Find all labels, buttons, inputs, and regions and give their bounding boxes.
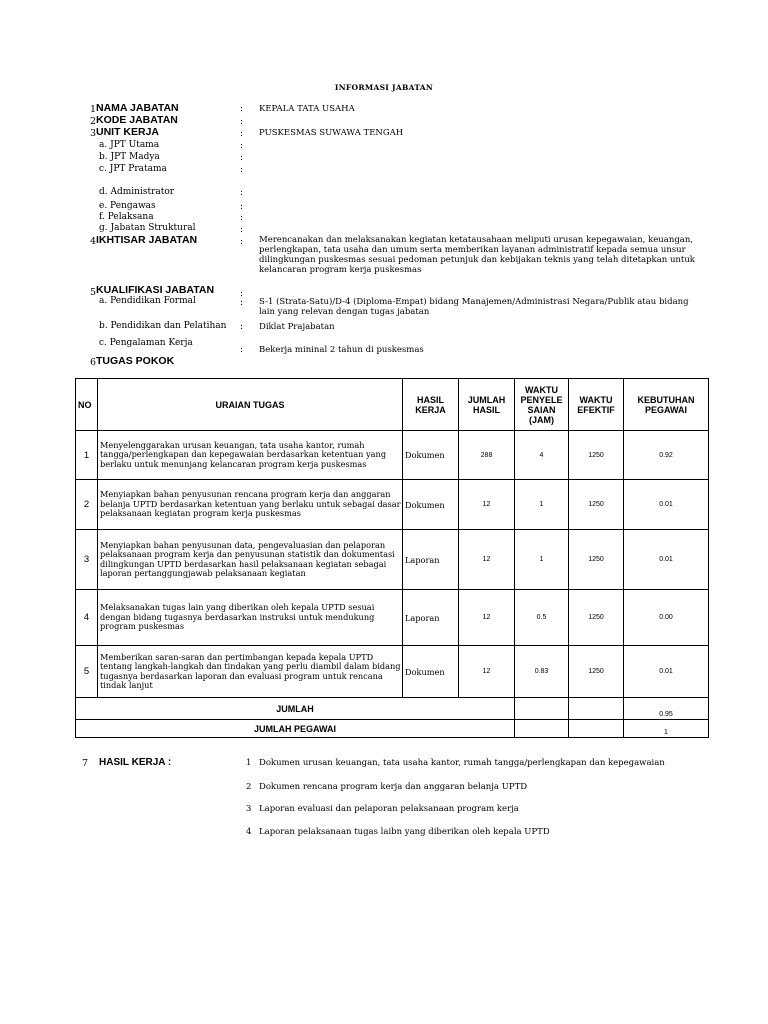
row-no: 4 [76,590,98,646]
colon: : [240,237,244,247]
pelatihan-label: b. Pendidikan dan Pelatihan [99,321,227,331]
col-header-uraian: URAIAN TUGAS [98,379,403,431]
item-number: 1 [90,104,97,115]
table-row [76,480,709,530]
colon: : [240,129,244,139]
hasil-kerja-number: 4 [246,827,252,837]
item-number: 3 [90,128,97,139]
hasil-kerja-number: 1 [246,758,252,768]
col-header-hasil: HASIL KERJA [403,379,459,431]
row-hasil: Laporan [403,530,459,590]
jumlah-pegawai-label: JUMLAH PEGAWAI [76,720,515,738]
table-row [76,646,709,698]
pendidikan-formal-value: S-1 (Strata-Satu)/D-4 (Diploma-Empat) bidang Manajemen/Administrasi Negara/Publik atau bidang lain yang relevan dengan tugas jabatan [259,297,689,317]
jumlah-label: JUMLAH [76,698,515,720]
row-jumlah: 12 [459,646,515,698]
row-efektif: 1250 [569,590,624,646]
sub-item-label: g. Jabatan Struktural [99,223,196,233]
colon: : [240,298,244,308]
colon: : [240,202,244,212]
colon: : [240,225,244,235]
row-kebutuhan: 0.00 [624,590,709,646]
row-hasil: Dokumen [403,480,459,530]
row-no: 5 [76,646,98,698]
row-uraian: Menyelenggarakan urusan keuangan, tata usaha kantor, rumah tangga/perlengkapan dan kepegawaian berdasarkan ketentuan yang berlaku untuk menunjang kelancaran program kerja puskesmas [98,431,403,480]
row-uraian: Melaksanakan tugas lain yang diberikan oleh kepala UPTD sesuai dengan bidang tugasnya berdasarkan instruksi untuk mendukung program puskesmas [98,590,403,646]
sub-item-label: e. Pengawas [99,201,156,211]
colon: : [240,117,244,127]
colon: : [240,104,244,114]
sub-item-label: d. Administrator [99,187,175,197]
row-waktu: 0.83 [515,646,569,698]
row-efektif: 1250 [569,480,624,530]
item-number: 2 [90,116,97,127]
hasil-kerja-item: Dokumen urusan keuangan, tata usaha kantor, rumah tangga/perlengkapan dan kepegawaian [259,758,665,768]
row-waktu: 4 [515,431,569,480]
colon: : [240,165,244,175]
item-number: 4 [90,236,97,247]
row-hasil: Dokumen [403,431,459,480]
row-jumlah: 12 [459,480,515,530]
row-hasil: Dokumen [403,646,459,698]
tugas-table [75,378,709,738]
nama-jabatan-value: KEPALA TATA USAHA [259,104,355,114]
table-row [76,530,709,590]
item-number: 7 [82,758,89,769]
hasil-kerja-number: 3 [246,804,252,814]
row-efektif: 1250 [569,431,624,480]
pendidikan-formal-label: a. Pendidikan Formal [99,296,196,306]
row-kebutuhan: 0.92 [624,431,709,480]
colon: : [240,153,244,163]
jumlah-value: 0.95 [624,698,709,720]
hasil-kerja-item: Dokumen rencana program kerja dan anggaran belanja UPTD [259,782,528,792]
pengalaman-label: c. Pengalaman Kerja [99,338,193,348]
row-no: 1 [76,431,98,480]
row-kebutuhan: 0.01 [624,480,709,530]
row-kebutuhan: 0.01 [624,646,709,698]
ikhtisar-jabatan-label: IKHTISAR JABATAN [96,234,198,246]
row-efektif: 1250 [569,646,624,698]
colon: : [240,213,244,223]
colon: : [240,322,244,332]
colon: : [240,188,244,198]
jumlah-pegawai-value: 1 [624,720,709,738]
col-header-no: NO [76,379,98,431]
colon: : [240,289,244,299]
table-row [76,431,709,480]
row-waktu: 1 [515,530,569,590]
ikhtisar-jabatan-value: Merencanakan dan melaksanakan kegiatan ketatausahaan meliputi urusan kepegawaian, keuangan, perlengkapan, tata usaha dan umum serta memberikan layanan administratif kepada semua unsur dilingkungan puskesmas sesuai pedoman petunjuk dan kebijakan teknis yang telah ditetapkan untuk kelancaran program kerja puskesmas [259,235,695,275]
row-no: 2 [76,480,98,530]
colon: : [240,345,244,355]
item-number: 5 [90,287,97,298]
unit-kerja-value: PUSKESMAS SUWAWA TENGAH [259,128,404,138]
row-kebutuhan: 0.01 [624,530,709,590]
sub-item-label: c. JPT Pratama [99,164,167,174]
hasil-kerja-item: Laporan evaluasi dan pelaporan pelaksanaan program kerja [259,804,519,814]
row-jumlah: 288 [459,431,515,480]
row-waktu: 0.5 [515,590,569,646]
kode-jabatan-label: KODE JABATAN [96,114,178,126]
colon: : [240,141,244,151]
hasil-kerja-label: HASIL KERJA : [99,757,172,768]
row-uraian: Menyiapkan bahan penyusunan rencana program kerja dan anggaran belanja UPTD berdasarkan ketentuan yang berlaku untuk sebagai dasar pelaksanaan kegiatan program kerja puskesmas [98,480,403,530]
item-number: 6 [90,357,97,368]
row-jumlah: 12 [459,530,515,590]
col-header-efektif: WAKTU EFEKTIF [569,379,624,431]
nama-jabatan-label: NAMA JABATAN [96,102,179,114]
row-jumlah: 12 [459,590,515,646]
jumlah-pegawai-row [76,720,709,738]
col-header-jumlah: JUMLAH HASIL [459,379,515,431]
hasil-kerja-number: 2 [246,782,252,792]
table-row [76,590,709,646]
kualifikasi-jabatan-label: KUALIFIKASI JABATAN [96,284,215,296]
row-no: 3 [76,530,98,590]
row-waktu: 1 [515,480,569,530]
document-title: INFORMASI JABATAN [334,83,434,92]
pengalaman-value: Bekerja mininal 2 tahun di puskesmas [259,345,424,355]
jumlah-row [76,698,709,720]
sub-item-label: b. JPT Madya [99,152,160,162]
table-header-row [76,379,709,431]
unit-kerja-label: UNIT KERJA [96,126,160,138]
row-hasil: Laporan [403,590,459,646]
row-efektif: 1250 [569,530,624,590]
row-uraian: Menyiapkan bahan penyusunan data, pengevaluasian dan pelaporan pelaksanaan program kerja dan penyusunan statistik dan dokumentasi dilingkungan UPTD berdasarkan hasil pelaksanaan kegiatan sebagai laporan pertanggungjawab pelaksanaan kegiatan [98,530,403,590]
pelatihan-value: Diklat Prajabatan [259,322,335,332]
col-header-waktu: WAKTU PENYELE SAIAN (JAM) [515,379,569,431]
tugas-pokok-label: TUGAS POKOK [96,355,175,367]
sub-item-label: f. Pelaksana [99,212,154,222]
hasil-kerja-item: Laporan pelaksanaan tugas laibn yang diberikan oleh kepala UPTD [259,827,550,837]
row-uraian: Memberikan saran-saran dan pertimbangan kepada kepala UPTD tentang langkah-langkah dan tindakan yang perlu diambil dalam bidang tugasnya berdasarkan laporan dan evaluasi program untuk rencana tindak lanjut [98,646,403,698]
col-header-kebutuhan: KEBUTUHAN PEGAWAI [624,379,709,431]
sub-item-label: a. JPT Utama [99,140,160,150]
